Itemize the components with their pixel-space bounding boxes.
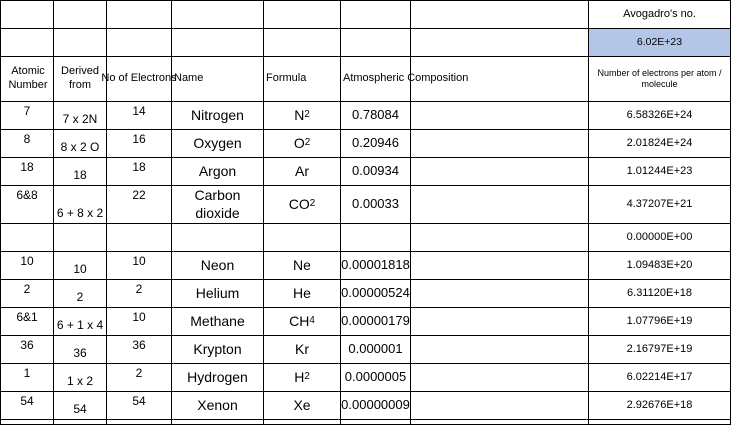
empty-cell[interactable] bbox=[589, 420, 731, 425]
formula-subscript: 2 bbox=[304, 371, 310, 383]
derived-from-cell[interactable]: 36 bbox=[54, 336, 107, 364]
empty-cell[interactable] bbox=[411, 308, 589, 336]
atomic-number-cell[interactable]: 1 bbox=[0, 364, 54, 392]
formula-base: N bbox=[294, 106, 305, 123]
empty-cell[interactable] bbox=[264, 0, 341, 29]
name-cell[interactable]: Xenon bbox=[172, 392, 264, 420]
atmospheric-composition-cell[interactable]: 0.78084 bbox=[341, 102, 411, 130]
derived-from-cell[interactable]: 2 bbox=[54, 280, 107, 308]
derived-from-cell[interactable]: 8 x 2 O bbox=[54, 130, 107, 158]
atomic-number-cell[interactable]: 6&8 bbox=[0, 186, 54, 224]
formula-base: CH bbox=[289, 312, 310, 329]
electrons-per-molecule-cell[interactable]: 6.31120E+18 bbox=[589, 280, 731, 308]
empty-cell[interactable] bbox=[0, 420, 54, 425]
header-derived-from[interactable]: Derived from bbox=[54, 57, 107, 102]
electrons-cell[interactable]: 18 bbox=[107, 158, 172, 186]
electrons-per-molecule-cell[interactable]: 0.00000E+00 bbox=[589, 224, 731, 252]
header-name[interactable]: Name bbox=[172, 57, 264, 102]
formula-cell[interactable] bbox=[264, 308, 341, 336]
atomic-number-cell[interactable]: 8 bbox=[0, 130, 54, 158]
electrons-per-molecule-cell[interactable]: 4.37207E+21 bbox=[589, 186, 731, 224]
electrons-per-molecule-cell[interactable]: 6.58326E+24 bbox=[589, 102, 731, 130]
empty-cell[interactable] bbox=[0, 0, 54, 29]
derived-from-cell[interactable] bbox=[54, 224, 107, 252]
derived-from-cell[interactable]: 6 + 1 x 4 bbox=[54, 308, 107, 336]
atomic-number-cell[interactable]: 54 bbox=[0, 392, 54, 420]
empty-cell[interactable] bbox=[411, 130, 589, 158]
atmospheric-composition-cell[interactable]: 0.00001818 bbox=[341, 252, 411, 280]
name-cell[interactable]: Methane bbox=[172, 308, 264, 336]
electrons-cell[interactable]: 22 bbox=[107, 186, 172, 224]
empty-cell[interactable] bbox=[172, 0, 264, 29]
electrons-per-molecule-cell[interactable]: 1.01244E+23 bbox=[589, 158, 731, 186]
atomic-number-cell[interactable]: 2 bbox=[0, 280, 54, 308]
formula-base: CO bbox=[288, 195, 310, 212]
formula-subscript: 2 bbox=[304, 137, 311, 149]
electrons-cell[interactable]: 36 bbox=[107, 336, 172, 364]
atmospheric-composition-cell[interactable]: 0.00000009 bbox=[341, 392, 411, 420]
empty-cell[interactable] bbox=[54, 420, 107, 425]
avogadro-value-cell[interactable]: 6.02E+23 bbox=[589, 29, 731, 57]
atmospheric-composition-cell[interactable]: 0.00000524 bbox=[341, 280, 411, 308]
electrons-per-molecule-cell[interactable]: 2.16797E+19 bbox=[589, 336, 731, 364]
name-cell[interactable] bbox=[172, 224, 264, 252]
atmospheric-composition-cell[interactable]: 0.00000179 bbox=[341, 308, 411, 336]
derived-from-cell[interactable]: 1 x 2 bbox=[54, 364, 107, 392]
electrons-cell[interactable]: 10 bbox=[107, 308, 172, 336]
electrons-cell[interactable]: 54 bbox=[107, 392, 172, 420]
empty-cell[interactable] bbox=[264, 420, 341, 425]
electrons-per-molecule-cell[interactable]: 2.01824E+24 bbox=[589, 130, 731, 158]
formula-subscript: 4 bbox=[309, 315, 315, 327]
formula-base: He bbox=[293, 284, 311, 301]
header-atmospheric-composition[interactable]: Atmospheric Composition bbox=[341, 57, 411, 102]
header-electrons-per-molecule[interactable]: Number of electrons per atom / molecule bbox=[589, 57, 731, 102]
electrons-cell[interactable]: 14 bbox=[107, 102, 172, 130]
empty-cell[interactable] bbox=[411, 57, 589, 102]
empty-cell[interactable] bbox=[107, 420, 172, 425]
atmospheric-composition-cell[interactable] bbox=[341, 224, 411, 252]
atomic-number-cell[interactable]: 6&1 bbox=[0, 308, 54, 336]
electrons-cell[interactable]: 2 bbox=[107, 364, 172, 392]
empty-cell[interactable] bbox=[107, 0, 172, 29]
atomic-number-cell[interactable]: 7 bbox=[0, 102, 54, 130]
formula-cell[interactable] bbox=[264, 252, 341, 280]
empty-cell[interactable] bbox=[411, 280, 589, 308]
header-no-of-electrons[interactable]: No of Electrons bbox=[107, 57, 172, 102]
derived-from-cell[interactable]: 18 bbox=[54, 158, 107, 186]
formula-subscript: 2 bbox=[304, 109, 310, 121]
empty-cell[interactable] bbox=[54, 0, 107, 29]
empty-cell[interactable] bbox=[0, 29, 54, 57]
formula-base: Xe bbox=[293, 396, 311, 413]
atomic-number-cell[interactable] bbox=[0, 224, 54, 252]
formula-base: Ar bbox=[295, 162, 309, 179]
formula-cell[interactable] bbox=[264, 336, 341, 364]
atmospheric-composition-cell[interactable]: 0.0000005 bbox=[341, 364, 411, 392]
formula-base: H bbox=[294, 368, 305, 385]
atomic-number-cell[interactable]: 18 bbox=[0, 158, 54, 186]
formula-base: Kr bbox=[295, 340, 309, 357]
empty-cell[interactable] bbox=[54, 29, 107, 57]
empty-cell[interactable] bbox=[172, 420, 264, 425]
name-cell[interactable]: Helium bbox=[172, 280, 264, 308]
empty-cell[interactable] bbox=[411, 102, 589, 130]
formula-cell[interactable] bbox=[264, 364, 341, 392]
name-cell[interactable]: Neon bbox=[172, 252, 264, 280]
empty-cell[interactable] bbox=[341, 29, 411, 57]
electrons-per-molecule-cell[interactable]: 2.92676E+18 bbox=[589, 392, 731, 420]
electrons-per-molecule-cell[interactable]: 6.02214E+17 bbox=[589, 364, 731, 392]
derived-from-cell[interactable]: 54 bbox=[54, 392, 107, 420]
formula-cell[interactable] bbox=[264, 280, 341, 308]
empty-cell[interactable] bbox=[411, 252, 589, 280]
electrons-cell[interactable]: 16 bbox=[107, 130, 172, 158]
empty-cell[interactable] bbox=[411, 186, 589, 224]
atomic-number-cell[interactable]: 10 bbox=[0, 252, 54, 280]
formula-cell[interactable] bbox=[264, 392, 341, 420]
name-cell[interactable]: Oxygen bbox=[172, 130, 264, 158]
electrons-per-molecule-cell[interactable]: 1.09483E+20 bbox=[589, 252, 731, 280]
empty-cell[interactable] bbox=[411, 224, 589, 252]
empty-cell[interactable] bbox=[264, 29, 341, 57]
derived-from-cell[interactable]: 6 + 8 x 2 bbox=[54, 186, 107, 224]
empty-cell[interactable] bbox=[411, 158, 589, 186]
name-cell[interactable]: Hydrogen bbox=[172, 364, 264, 392]
name-cell[interactable]: Argon bbox=[172, 158, 264, 186]
electrons-per-molecule-cell[interactable]: 1.07796E+19 bbox=[589, 308, 731, 336]
header-atomic-number[interactable]: Atomic Number bbox=[0, 57, 54, 102]
atmospheric-composition-cell[interactable]: 0.20946 bbox=[341, 130, 411, 158]
empty-cell[interactable] bbox=[172, 29, 264, 57]
electrons-cell[interactable]: 2 bbox=[107, 280, 172, 308]
empty-cell[interactable] bbox=[411, 0, 589, 29]
derived-from-cell[interactable]: 7 x 2N bbox=[54, 102, 107, 130]
formula-subscript: 2 bbox=[309, 198, 316, 210]
electrons-cell[interactable] bbox=[107, 224, 172, 252]
atmospheric-composition-cell[interactable]: 0.00033 bbox=[341, 186, 411, 224]
empty-cell[interactable] bbox=[411, 420, 589, 425]
formula-cell[interactable] bbox=[264, 102, 341, 130]
avogadro-label-cell[interactable]: Avogadro's no. bbox=[589, 0, 731, 29]
empty-cell[interactable] bbox=[411, 392, 589, 420]
formula-cell[interactable] bbox=[264, 186, 341, 224]
formula-cell[interactable] bbox=[264, 224, 341, 252]
derived-from-cell[interactable]: 10 bbox=[54, 252, 107, 280]
empty-cell[interactable] bbox=[411, 364, 589, 392]
formula-cell[interactable] bbox=[264, 130, 341, 158]
header-formula[interactable]: Formula bbox=[264, 57, 341, 102]
name-cell[interactable]: Carbon dioxide bbox=[172, 186, 264, 224]
electrons-cell[interactable]: 10 bbox=[107, 252, 172, 280]
atmospheric-composition-cell[interactable]: 0.000001 bbox=[341, 336, 411, 364]
empty-cell[interactable] bbox=[107, 29, 172, 57]
empty-cell[interactable] bbox=[341, 0, 411, 29]
name-cell[interactable]: Nitrogen bbox=[172, 102, 264, 130]
empty-cell[interactable] bbox=[411, 336, 589, 364]
formula-base: Ne bbox=[293, 256, 311, 273]
name-cell[interactable]: Krypton bbox=[172, 336, 264, 364]
formula-base: O bbox=[293, 134, 305, 151]
atomic-number-cell[interactable]: 36 bbox=[0, 336, 54, 364]
formula-cell[interactable] bbox=[264, 158, 341, 186]
empty-cell[interactable] bbox=[341, 420, 411, 425]
atmospheric-composition-cell[interactable]: 0.00934 bbox=[341, 158, 411, 186]
empty-cell[interactable] bbox=[411, 29, 589, 57]
